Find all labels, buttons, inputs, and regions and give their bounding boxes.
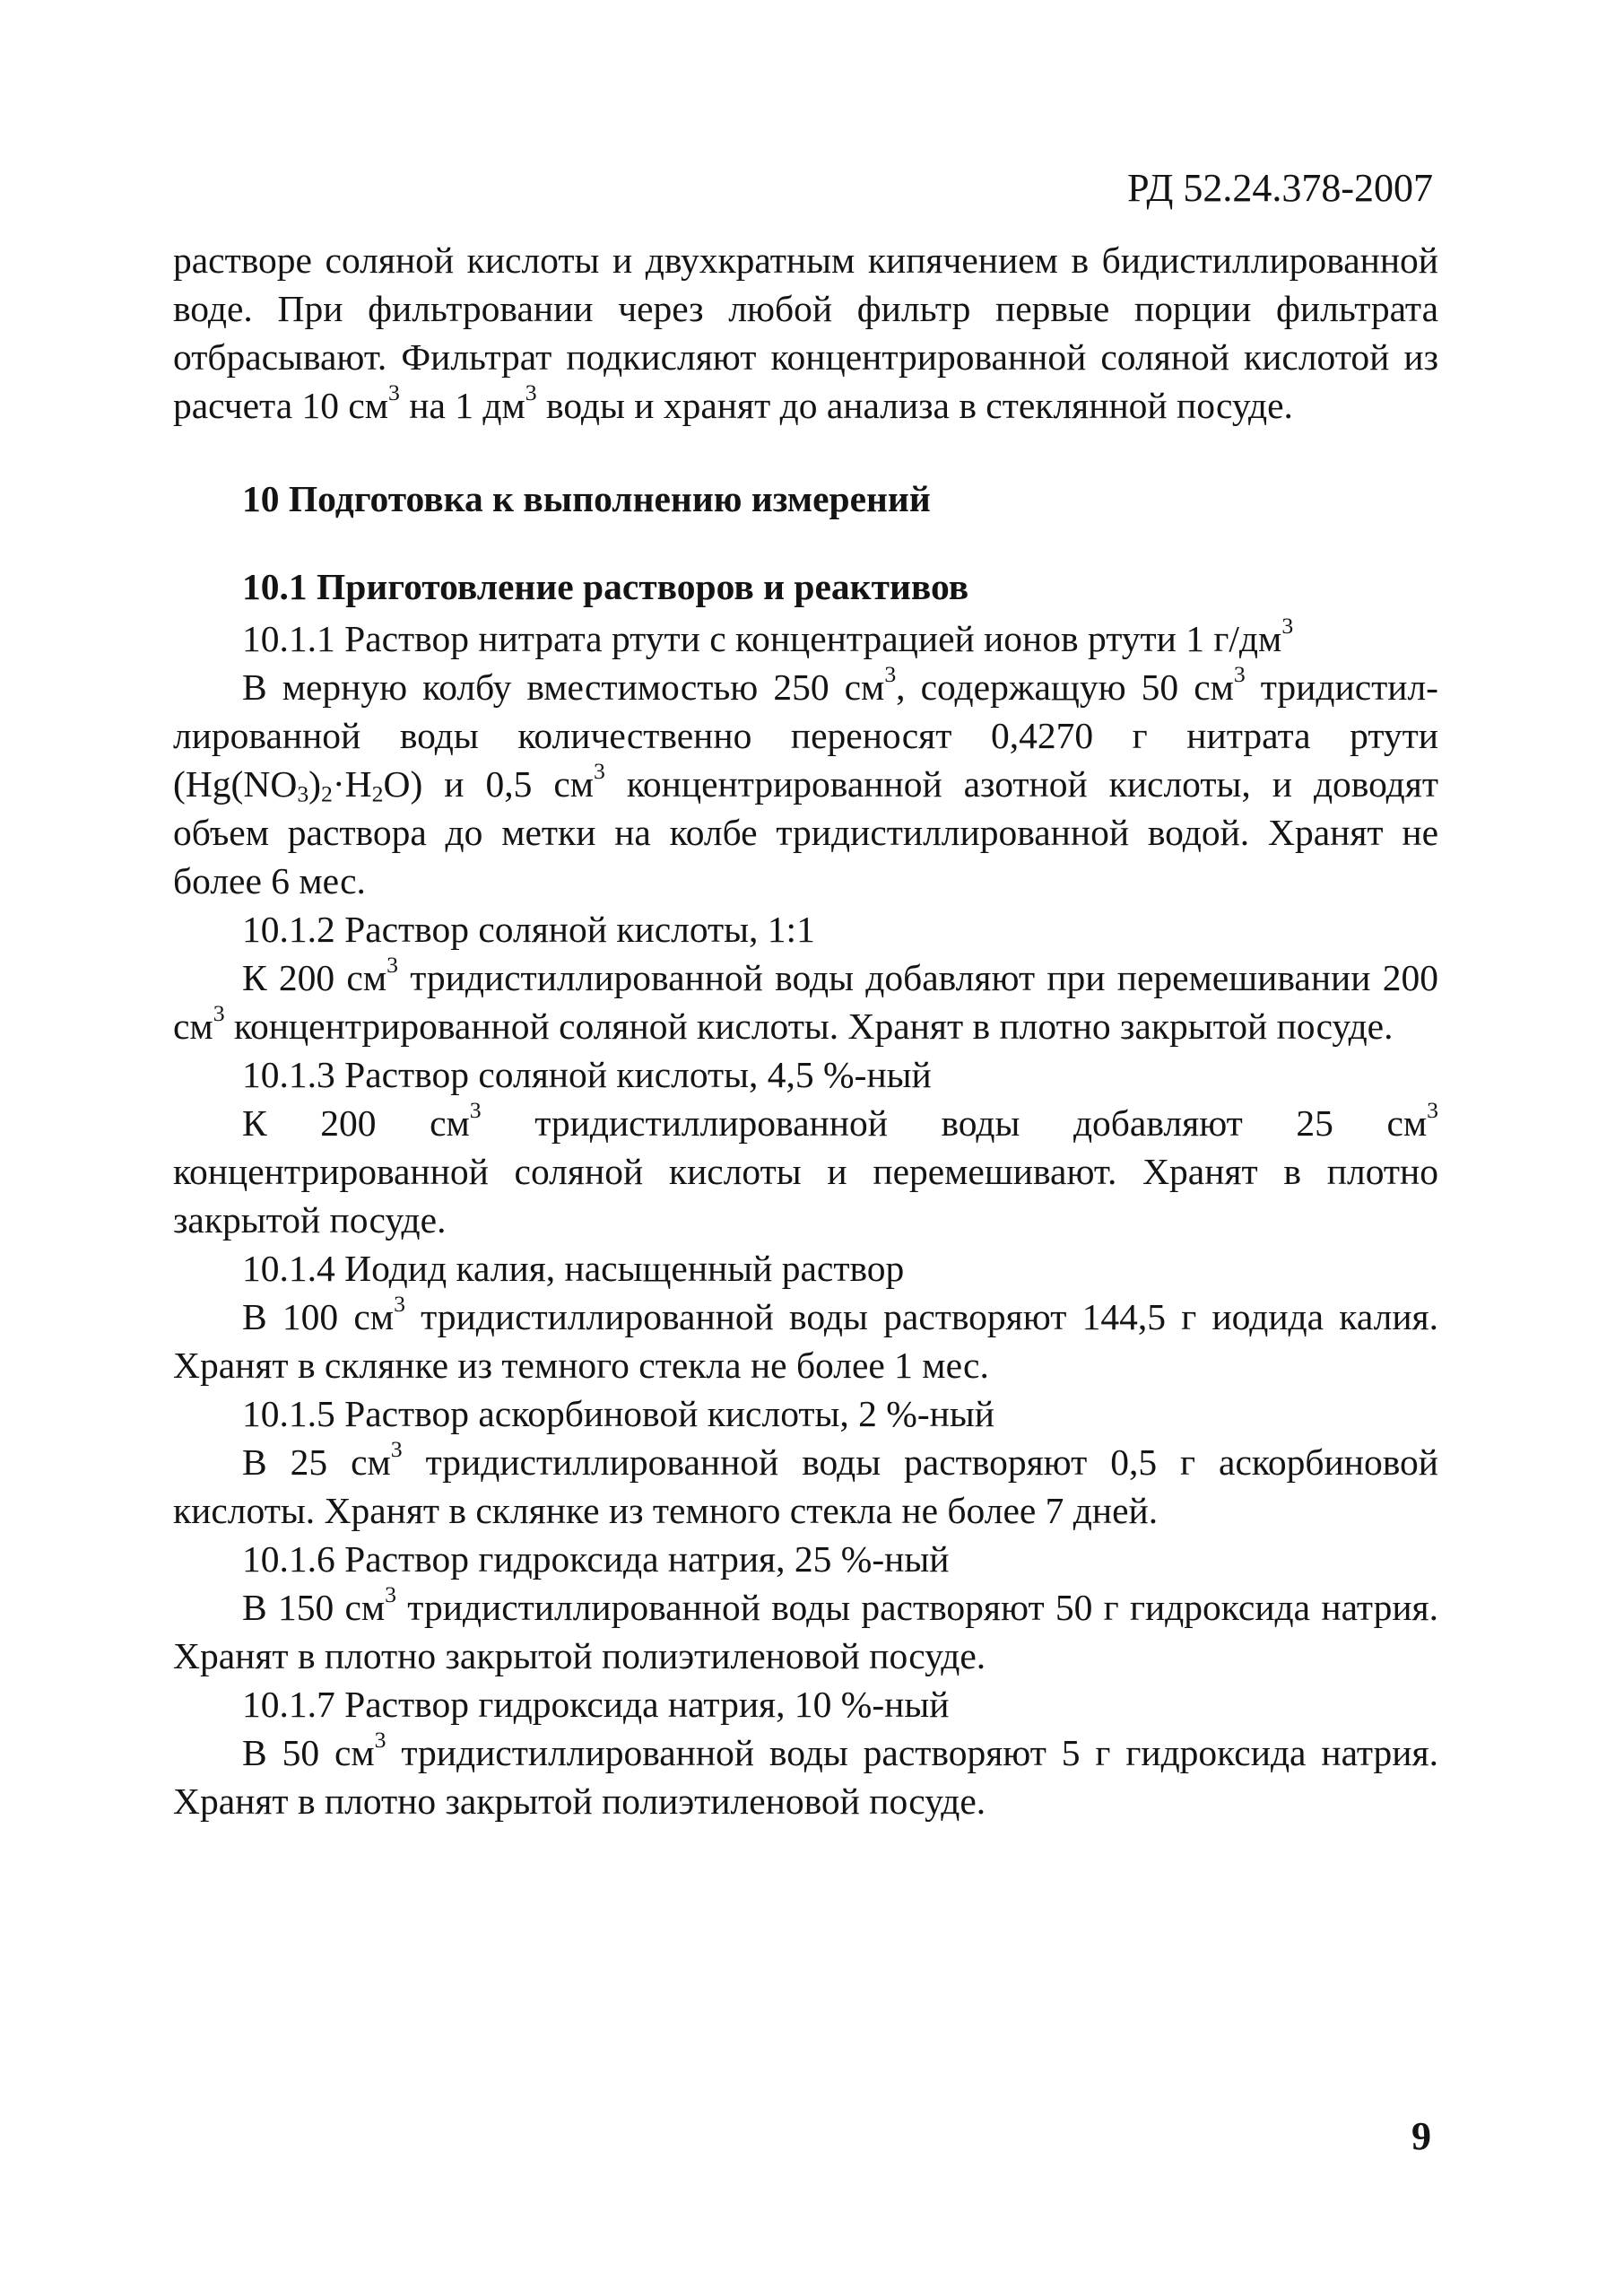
item-10-1-5-text: В 25 $см^3$ тридистиллированной воды растворяют 0,5 г аскорбиновой кислоты. Хранят в склянке из темного стекла не более 7 дней. [173,1435,1438,1531]
item-10-1-7-text: В 50 $см^3$ тридистиллированной воды растворяют 5 г гидроксида натрия. Хранят в плотно закрытой полиэтиленовой посуде. [173,1726,1438,1822]
intro-paragraph: растворе соляной кислоты и двухкратным кипячением в бидистиллированной воде. При фильтровании через любой фильтр первые порции фильтрата отбрасывают. Фильтрат подкисляют концентрированной соляной кислотой из расчета 10 $см^3$ на 1 $дм^3$ воды и хранят до анализа в стеклянной посуде. [173,239,1438,426]
document-code: РД 52.24.378-2007 [1127,166,1433,210]
item-10-1-3-title: 10.1.3 Раствор соляной кислоты, 4,5 %-ный [242,1054,932,1095]
item-10-1-1-text: В мерную колбу вместимостью 250 $см^3$, содержащую 50 $см^3$ тридистил-лированной воды количественно переносят 0,4270 г нитрата ртути $(Hg(NO_3)_2\cdot H_2O)$ и 0,5 $см^3$ концентрированной азотной кислоты, и доводят объем раствора до метки на колбе тридистиллированной водой. Хранят не более 6 мес. [173,660,1439,901]
page-body [173,236,1438,1825]
item-10-1-2-title: 10.1.2 Раствор соляной кислоты, 1:1 [242,909,815,950]
item-10-1-5-title: 10.1.5 Раствор аскорбиновой кислоты, 2 %-ный [242,1393,994,1434]
item-10-1-7-title: 10.1.7 Раствор гидроксида натрия, 10 %-ный [242,1684,950,1725]
page-number: 9 [1411,2114,1431,2158]
item-10-1-4-text: В 100 $см^3$ тридистиллированной воды растворяют 144,5 г иодида калия. Хранят в склянке из темного стекла не более 1 мес. [173,1290,1438,1386]
section-10-heading: 10 Подготовка к выполнению измерений [242,478,931,519]
section-10-1-heading: 10.1 Приготовление растворов и реактивов [242,566,969,607]
item-10-1-6-title: 10.1.6 Раствор гидроксида натрия, 25 %-ный [242,1538,950,1580]
item-10-1-3-text: К 200 $см^3$ тридистиллированной воды добавляют 25 $см^3$ концентрированной соляной кислоты и перемешивают. Хранят в плотно закрытой посуде. [173,1096,1438,1241]
item-10-1-1-title: 10.1.1 Раствор нитрата ртути с концентрацией ионов ртути 1 $г/дм^3$ [242,612,1294,659]
item-10-1-2-text: К 200 $см^3$ тридистиллированной воды добавляют при перемешивании 200 $см^3$ концентрированной соляной кислоты. Хранят в плотно закрытой посуде. [173,951,1438,1047]
item-10-1-4-title: 10.1.4 Иодид калия, насыщенный раствор [242,1248,905,1289]
item-10-1-6-text: В 150 $см^3$ тридистиллированной воды растворяют 50 г гидроксида натрия. Хранят в плотно закрытой полиэтиленовой посуде. [173,1580,1438,1676]
